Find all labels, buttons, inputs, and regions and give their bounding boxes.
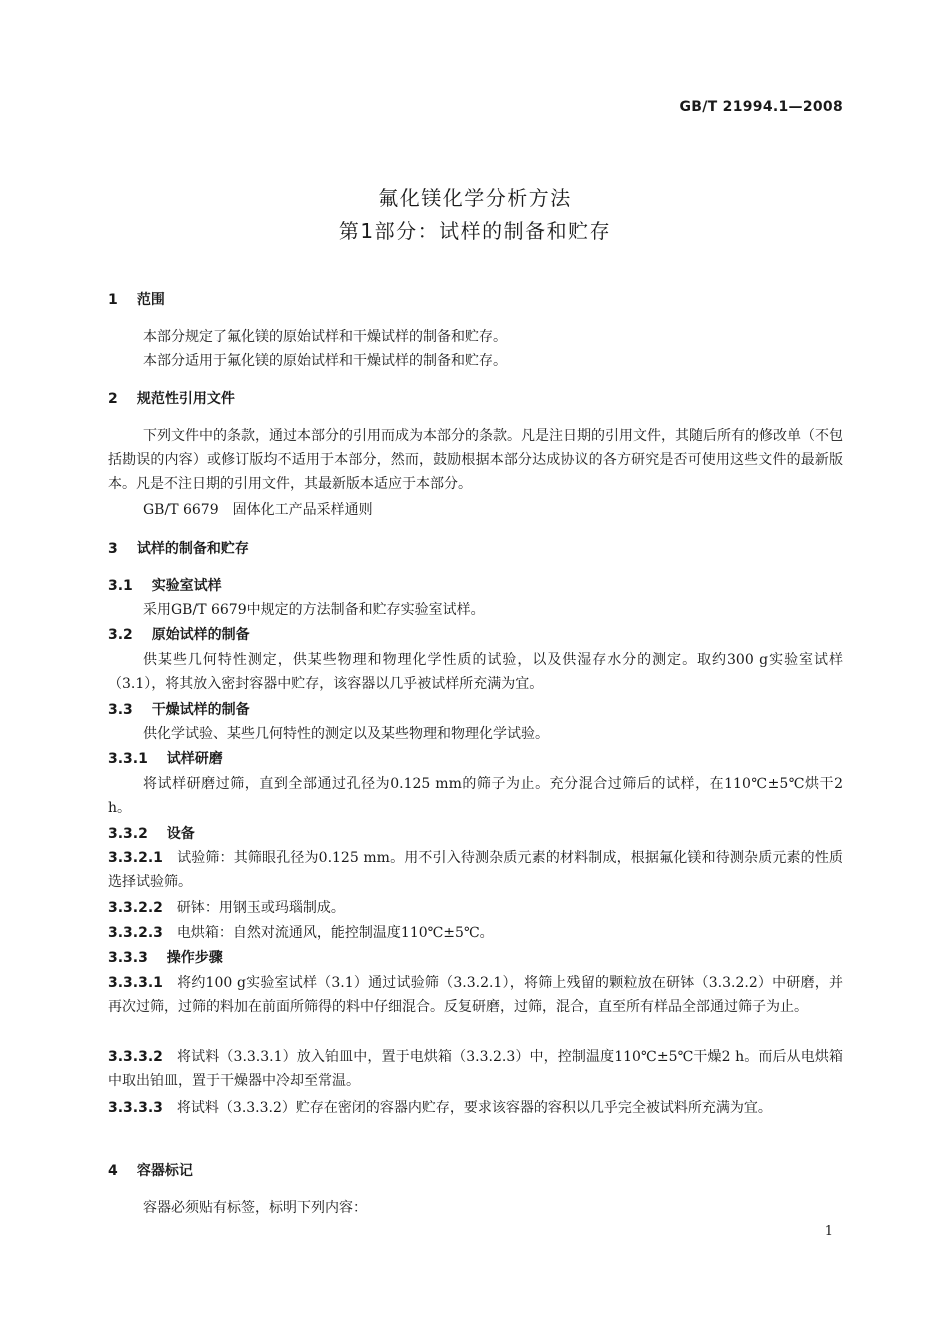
- paragraph: 将试样研磨过筛，直到全部通过孔径为0.125 mm的筛子为止。充分混合过筛后的试样，在110℃±5℃烘干2 h。: [108, 776, 843, 816]
- subsection-heading-3-3-1: 3.3.1 试样研磨: [108, 751, 223, 767]
- subsection-heading-3-3-2: 3.3.2 设备: [108, 826, 195, 842]
- document-subtitle: 第1部分：试样的制备和贮存: [338, 219, 612, 243]
- standard-number: GB/T 21994.1—2008: [679, 99, 843, 115]
- clause-3-3-3-2: 3.3.3.2 将试料（3.3.3.1）放入铂皿中，置于电烘箱（3.3.2.3）中，控制温度110℃±5℃干燥2 h。而后从电烘箱中取出铂皿，置于干燥器中冷却至常温。: [108, 1049, 843, 1089]
- paragraph: 供化学试验、某些几何特性的测定以及某些物理和物理化学试验。: [143, 726, 549, 742]
- section-heading-2: 2 规范性引用文件: [108, 391, 235, 407]
- normative-reference: GB/T 6679 固体化工产品采样通则: [143, 502, 373, 518]
- section-heading-4: 4 容器标记: [108, 1163, 193, 1179]
- clause-3-3-3-1: 3.3.3.1 将约100 g实验室试样（3.1）通过试验筛（3.3.2.1），将筛上残留的颗粒放在研钵（3.3.2.2）中研磨，并再次过筛，过筛的料加在前面所筛得的料中仔细混合。反复研磨，过筛，混合，直至所有样品全部通过筛子为止。: [108, 975, 843, 1015]
- subsection-heading-3-1: 3.1 实验室试样: [108, 578, 222, 594]
- paragraph: 本部分适用于氟化镁的原始试样和干燥试样的制备和贮存。: [143, 353, 507, 369]
- document-title: 氟化镁化学分析方法: [378, 186, 572, 210]
- clause-3-3-3-3: 3.3.3.3 将试料（3.3.3.2）贮存在密闭的容器内贮存，要求该容器的容积以几乎完全被试料所充满为宜。: [108, 1100, 772, 1116]
- paragraph: 下列文件中的条款，通过本部分的引用而成为本部分的条款。凡是注日期的引用文件，其随后所有的修改单（不包括勘误的内容）或修订版均不适用于本部分，然而，鼓励根据本部分达成协议的各方研究是否可使用这些文件的最新版本。凡是不注日期的引用文件，其最新版本适应于本部分。: [108, 428, 843, 492]
- clause-3-3-2-1: 3.3.2.1 试验筛：其筛眼孔径为0.125 mm。用不引入待测杂质元素的材料制成，根据氟化镁和待测杂质元素的性质选择试验筛。: [108, 850, 843, 890]
- section-heading-3: 3 试样的制备和贮存: [108, 541, 249, 557]
- clause-3-3-2-2: 3.3.2.2 研钵：用钢玉或玛瑙制成。: [108, 900, 345, 916]
- paragraph: 本部分规定了氟化镁的原始试样和干燥试样的制备和贮存。: [143, 329, 507, 345]
- subsection-heading-3-3-3: 3.3.3 操作步骤: [108, 950, 223, 966]
- subsection-heading-3-2: 3.2 原始试样的制备: [108, 627, 250, 643]
- section-heading-1: 1 范围: [108, 292, 165, 308]
- page-number: 1: [824, 1224, 833, 1239]
- paragraph: 容器必须贴有标签，标明下列内容：: [143, 1200, 367, 1216]
- subsection-heading-3-3: 3.3 干燥试样的制备: [108, 702, 250, 718]
- paragraph: 采用GB/T 6679中规定的方法制备和贮存实验室试样。: [143, 602, 485, 618]
- paragraph: 供某些几何特性测定，供某些物理和物理化学性质的试验，以及供湿存水分的测定。取约300 g实验室试样（3.1），将其放入密封容器中贮存，该容器以几乎被试样所充满为宜。: [108, 652, 843, 692]
- clause-3-3-2-3: 3.3.2.3 电烘箱：自然对流通风，能控制温度110℃±5℃。: [108, 925, 494, 941]
